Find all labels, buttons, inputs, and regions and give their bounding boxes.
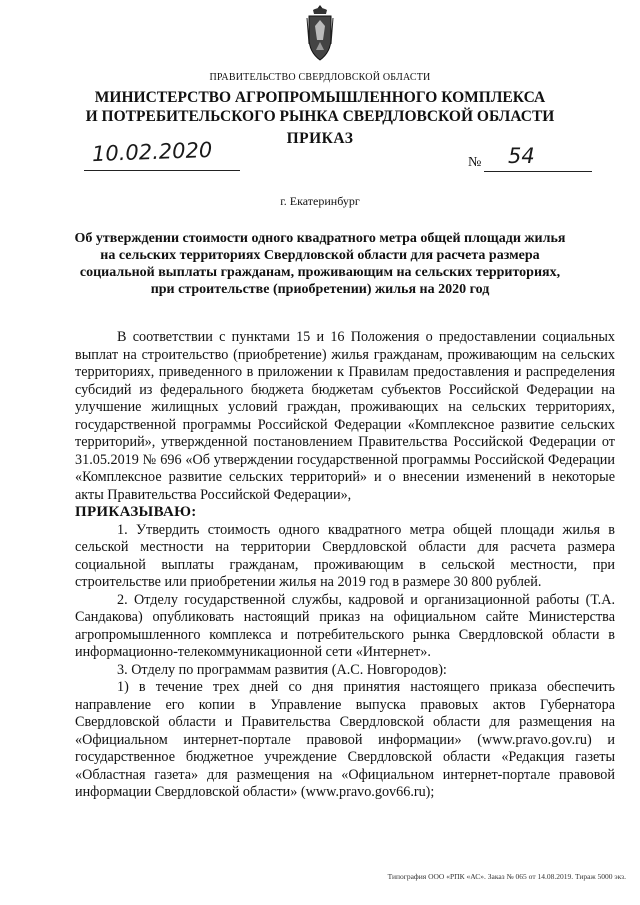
preamble-paragraph: В соответствии с пунктами 15 и 16 Положения о предоставлении социальных выплат на строительство (приобретение) жилья гражданам, проживающим на сельских территориях, приведенного в приложении к Правилам предоставления и распределения субсидий из федерального бюджета бюджетам субъектов Российской Федерации на улучшение жилищных условий граждан, проживающих на сельских территориях, государственной программы Российской Федерации «Комплексное развитие сельских территорий», утвержденной постановлением Правительства Российской Федерации от 31.05.2019 № 696 «Об утверждении государственной программы Российской Федерации «Комплексное развитие сельских территорий» и о внесении изменений в некоторые акты Правительства Российской Федерации», — [75, 329, 615, 503]
order-item-3: 3. Отделу по программам развития (А.С. Новгородов): — [117, 661, 447, 678]
ministry-name — [0, 88, 640, 126]
number-label: № — [468, 155, 482, 170]
order-body — [75, 329, 615, 802]
city: г. Екатеринбург — [280, 194, 360, 208]
government-name: ПРАВИТЕЛЬСТВО СВЕРДЛОВСКОЙ ОБЛАСТИ — [209, 72, 431, 83]
order-item-1: 1. Утвердить стоимость одного квадратного метра общей площади жилья в сельской местности на территории Свердловской области для расчета размера социальной выплаты гражданам, проживающим в сельской местности, при строительстве или приобретении жилья на 2019 год в размере 30 800 рублей. — [75, 521, 615, 590]
coat-of-arms-emblem-icon — [304, 4, 336, 64]
handwritten-number: 54 — [508, 144, 535, 168]
date-underline — [84, 170, 240, 171]
ministry-line-1: МИНИСТЕРСТВО АГРОПРОМЫШЛЕННОГО КОМПЛЕКСА — [94, 89, 546, 106]
number-underline — [484, 171, 592, 172]
order-item-3-1: 1) в течение трех дней со дня принятия настоящего приказа обеспечить направление его копии в Управление выпуска правовых актов Губернатора Свердловской области и Правительства Свердловской области для размещения на «Официальном интернет-портале правовой информации» (www.pravo.gov.ru) и государственное бюджетное учреждение Свердловской области «Редакция газеты «Областная газета» для размещения на «Официальном интернет-портале правовой информации Свердловской области» (www.pravo.gov66.ru); — [75, 679, 615, 800]
ministry-line-2: И ПОТРЕБИТЕЛЬСКОГО РЫНКА СВЕРДЛОВСКОЙ ОБЛАСТИ — [85, 108, 555, 125]
document-type-title: ПРИКАЗ — [286, 130, 354, 147]
order-subject: Об утверждении стоимости одного квадратного метра общей площади жилья на сельских территориях Свердловской области для расчета размера социальной выплаты гражданам, проживающим на сельских территориях, при строительстве (приобретении) жилья на 2020 год — [74, 231, 566, 297]
print-footer: Типография ООО «РПК «АС». Заказ № 065 от 14.08.2019. Тираж 5000 экз. — [387, 872, 626, 881]
order-item-2: 2. Отделу государственной службы, кадровой и организационной работы (Т.А. Сандакова) опубликовать настоящий приказ на официальном сайте Министерства агропромышленного комплекса и потребительского рынка Свердловской области в информационно-телекоммуникационной сети «Интернет». — [75, 591, 615, 660]
order-directive: ПРИКАЗЫВАЮ: — [75, 504, 197, 520]
handwritten-date: 10.02.2020 — [91, 137, 213, 167]
